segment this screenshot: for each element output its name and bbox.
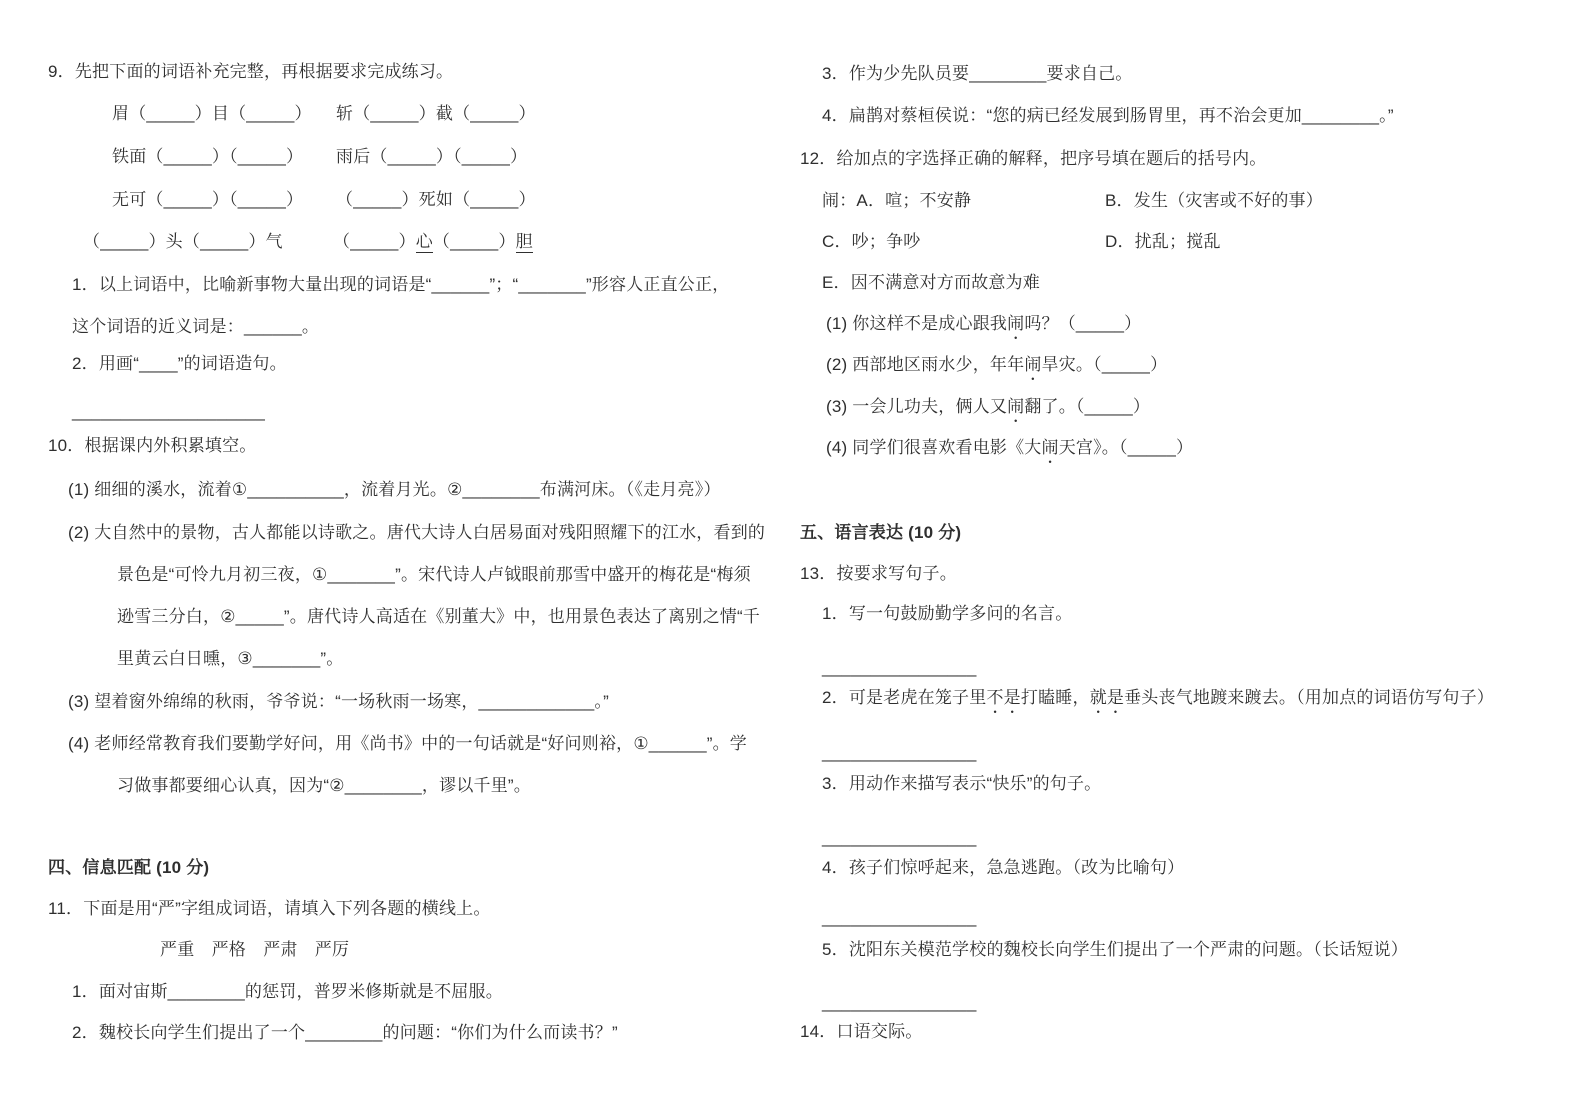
q12-item4-dotted-char: 闹 (1041, 438, 1059, 457)
q9-row4-underlined-xin: 心 (415, 232, 433, 251)
q11-item3: 3．作为少先队员要________要求自己。 (822, 64, 1133, 83)
q13-answer-line-1: ________________ (822, 658, 977, 677)
q9-word-row1-left: 眉（_____）目（_____） (112, 104, 312, 123)
q13-item2-dotted-word1: 不是 (986, 688, 1021, 707)
q9-word-row3-left: 无可（_____）（_____） (112, 190, 304, 209)
q12-item3 (826, 395, 1150, 426)
q9-row4-blank2: （_____） (432, 232, 516, 251)
q12-item2-text: (2) 西部地区雨水少，年年 (826, 355, 1025, 374)
section5-title: 五、语言表达 (10 分) (800, 523, 962, 542)
q13-item1: 1．写一句鼓励勤学多问的名言。 (822, 604, 1073, 623)
q12-option-e: E．因不满意对方而故意为难 (822, 273, 1040, 292)
q12-item3-tail: 翻了。（_____） (1024, 397, 1151, 416)
q13-item2-text: 2．可是老虎在笼子里 (822, 688, 987, 707)
q10-item3: (3) 望着窗外绵绵的秋雨，爷爷说：“一场秋雨一场寒，____________。” (68, 692, 609, 711)
q9-word-row2-left: 铁面（_____）（_____） (112, 147, 304, 166)
q11-item4: 4．扁鹊对蔡桓侯说：“您的病已经发展到肠胃里，再不治会更加________。” (822, 106, 1394, 125)
q13-item2-mid: 打瞌睡， (1020, 688, 1090, 707)
q9-row4-underlined-dan: 胆 (515, 232, 533, 251)
q12-item2 (826, 353, 1167, 384)
q12-item1 (826, 312, 1141, 343)
q10-item2-line2: 景色是“可怜九月初三夜，①_______”。宋代诗人卢钺眼前那雪中盛开的梅花是“梅须 (117, 565, 751, 584)
q9-sub2: 2．用画“____”的词语造句。 (72, 354, 287, 373)
q14-stem: 14．口语交际。 (800, 1022, 923, 1041)
q9-word-row4-left: （_____）头（_____）气 (83, 232, 283, 251)
section4-title: 四、信息匹配 (10 分) (48, 858, 210, 877)
q13-item2-dotted-word2: 就是 (1089, 688, 1125, 707)
q10-item2-line4: 里黄云白日曛，③_______”。 (117, 649, 344, 668)
q12-option-b: B．发生（灾害或不好的事） (1105, 191, 1323, 210)
q10-item4-line1: (4) 老师经常教育我们要勤学好问，用《尚书》中的一句话就是“好问则裕，①______”。学 (68, 734, 747, 753)
q9-word-row2-right: 雨后（_____）（_____） (336, 147, 528, 166)
q12-item1-tail: 吗？（_____） (1024, 314, 1142, 333)
q10-item1: (1) 细细的溪水，流着①__________，流着月光。②________布满河床。（《走月亮》） (68, 480, 721, 499)
q11-word-bank: 严重 严格 严肃 严厉 (160, 940, 350, 959)
q12-item4-text: (4) 同学们很喜欢看电影《大 (826, 438, 1042, 457)
q13-answer-line-3: ________________ (822, 828, 977, 847)
q13-item4: 4．孩子们惊呼起来，急急逃跑。（改为比喻句） (822, 858, 1185, 877)
q9-stem: 9．先把下面的词语补充完整，再根据要求完成练习。 (48, 62, 454, 81)
q12-item3-text: (3) 一会儿功夫，俩人又 (826, 397, 1008, 416)
q12-item4 (826, 436, 1193, 467)
q12-stem: 12．给加点的字选择正确的解释，把序号填在题后的括号内。 (800, 149, 1267, 168)
q12-item2-tail: 旱灾。（_____） (1041, 355, 1168, 374)
q12-item2-dotted-char: 闹 (1024, 355, 1042, 374)
q10-item4-line2: 习做事都要细心认真，因为“②________，谬以千里”。 (117, 776, 531, 795)
q12-item1-dotted-char: 闹 (1007, 314, 1025, 333)
q9-row4-blank1: （_____） (333, 232, 416, 251)
q11-item2: 2．魏校长向学生们提出了一个________的问题：“你们为什么而读书？” (72, 1023, 618, 1042)
q11-item1: 1．面对宙斯________的惩罚，普罗米修斯就是不屈服。 (72, 982, 503, 1001)
q11-stem: 11．下面是用“严”字组成词语，请填入下列各题的横线上。 (48, 899, 491, 918)
q12-item3-dotted-char: 闹 (1007, 397, 1025, 416)
q10-item2-line1: (2) 大自然中的景物，古人都能以诗歌之。唐代大诗人白居易面对残阳照耀下的江水，看到的 (68, 523, 766, 542)
q12-option-a: 闹：A．喧；不安静 (822, 191, 972, 210)
q12-item1-text: (1) 你这样不是成心跟我 (826, 314, 1008, 333)
q13-item2-tail: 垂头丧气地踱来踱去。（用加点的词语仿写句子） (1124, 688, 1494, 707)
q12-option-d: D．扰乱；搅乱 (1105, 232, 1221, 251)
q13-item5: 5．沈阳东关模范学校的魏校长向学生们提出了一个严肃的问题。（长话短说） (822, 940, 1408, 959)
q13-answer-line-5: ________________ (822, 993, 977, 1012)
q10-stem: 10．根据课内外积累填空。 (48, 436, 257, 455)
q9-word-row4-right (333, 230, 533, 254)
q9-word-row3-right: （_____）死如（_____） (336, 190, 536, 209)
q13-answer-line-4: ________________ (822, 908, 977, 927)
q10-item2-line3: 逊雪三分白，②_____”。唐代诗人高适在《别董大》中，也用景色表达了离别之情“千 (117, 607, 761, 626)
q9-sub1-line1: 1．以上词语中，比喻新事物大量出现的词语是“______”；“_______”形容人正直公正， (72, 275, 730, 294)
q13-item2 (822, 686, 1494, 717)
q13-answer-line-2: ________________ (822, 743, 977, 762)
q9-sub1-line2: 这个词语的近义词是：______。 (72, 317, 320, 336)
q9-answer-line: ____________________ (72, 402, 266, 421)
q9-word-row1-right: 斩（_____）截（_____） (336, 104, 536, 123)
q12-item4-tail: 天宫》。（_____） (1058, 438, 1194, 457)
q13-stem: 13．按要求写句子。 (800, 564, 957, 583)
q12-option-c: C．吵；争吵 (822, 232, 921, 251)
q13-item3: 3．用动作来描写表示“快乐”的句子。 (822, 774, 1102, 793)
